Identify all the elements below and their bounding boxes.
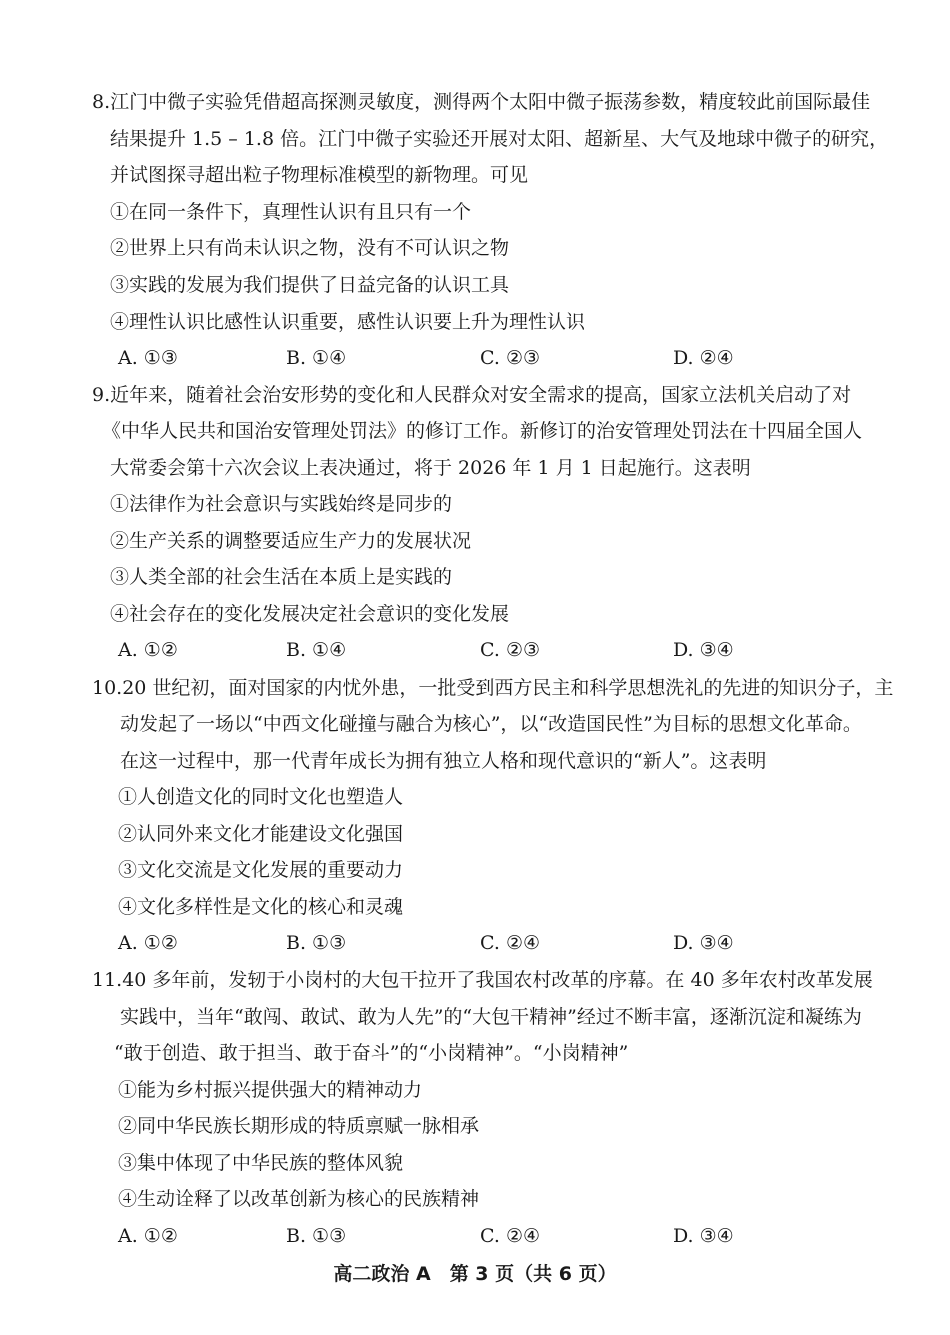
statement-option: ①在同一条件下，真理性认识有且只有一个 — [110, 201, 472, 223]
answer-choice-a: A. ①③ — [118, 347, 178, 369]
question-stem-line: 10.20 世纪初，面对国家的内忧外患，一批受到西方民主和科学思想洗礼的先进的知识分子，主 — [92, 677, 894, 699]
question-stem-line: 实践中，当年“敢闯、敢试、敢为人先”的“大包干精神”经过不断丰富，逐渐沉淀和凝练为 — [120, 1006, 862, 1028]
question-stem-line: 大常委会第十六次会议上表决通过，将于 2026 年 1 月 1 日起施行。这表明 — [110, 457, 751, 479]
statement-option: ④理性认识比感性认识重要，感性认识要上升为理性认识 — [110, 311, 586, 333]
answer-choice-b: B. ①③ — [286, 932, 347, 954]
answer-choice-d: D. ②④ — [673, 347, 734, 369]
answer-choice-c: C. ②③ — [480, 639, 541, 661]
question-stem-line: 9.近年来，随着社会治安形势的变化和人民群众对安全需求的提高，国家立法机关启动了对 — [92, 384, 852, 406]
answer-choice-a: A. ①② — [118, 932, 178, 954]
answer-choice-d: D. ③④ — [673, 1225, 734, 1247]
question-number: 9. — [92, 384, 111, 406]
answer-choice-d: D. ③④ — [673, 932, 734, 954]
answer-choice-a: A. ①② — [118, 639, 178, 661]
question-number: 10. — [92, 677, 123, 699]
statement-option: ②生产关系的调整要适应生产力的发展状况 — [110, 530, 472, 552]
question-stem-line: 结果提升 1.5 – 1.8 倍。江门中微子实验还开展对太阳、超新星、大气及地球中微子的研究， — [110, 128, 889, 150]
question-stem-line: 11.40 多年前，发轫于小岗村的大包干拉开了我国农村改革的序幕。在 40 多年农村改革发展 — [92, 969, 873, 991]
statement-option: ②认同外来文化才能建设文化强国 — [118, 823, 404, 845]
question-stem-line: “敢于创造、敢于担当、敢于奋斗”的“小岗精神”。“小岗精神” — [114, 1042, 629, 1064]
statement-option: ③文化交流是文化发展的重要动力 — [118, 859, 404, 881]
question-number: 8. — [92, 91, 111, 113]
statement-option: ②世界上只有尚未认识之物，没有不可认识之物 — [110, 237, 510, 259]
statement-option: ①能为乡村振兴提供强大的精神动力 — [118, 1079, 423, 1101]
answer-choice-a: A. ①② — [118, 1225, 178, 1247]
question-stem-line: 并试图探寻超出粒子物理标准模型的新物理。可见 — [110, 164, 529, 186]
statement-option: ③集中体现了中华民族的整体风貌 — [118, 1152, 404, 1174]
question-number: 11. — [92, 969, 123, 991]
answer-choice-b: B. ①④ — [286, 639, 347, 661]
statement-option: ①人创造文化的同时文化也塑造人 — [118, 786, 404, 808]
answer-choice-d: D. ③④ — [673, 639, 734, 661]
statement-option: ①法律作为社会意识与实践始终是同步的 — [110, 493, 453, 515]
question-stem-line: 在这一过程中，那一代青年成长为拥有独立人格和现代意识的“新人”。这表明 — [120, 750, 767, 772]
statement-option: ②同中华民族长期形成的特质禀赋一脉相承 — [118, 1115, 480, 1137]
statement-option: ③人类全部的社会生活在本质上是实践的 — [110, 566, 453, 588]
answer-choice-b: B. ①④ — [286, 347, 347, 369]
statement-option: ④生动诠释了以改革创新为核心的民族精神 — [118, 1188, 480, 1210]
answer-choice-c: C. ②③ — [480, 347, 541, 369]
statement-option: ④文化多样性是文化的核心和灵魂 — [118, 896, 404, 918]
statement-option: ④社会存在的变化发展决定社会意识的变化发展 — [110, 603, 510, 625]
answer-choice-c: C. ②④ — [480, 1225, 541, 1247]
page-footer: 高二政治 A 第 3 页（共 6 页） — [333, 1263, 617, 1285]
statement-option: ③实践的发展为我们提供了日益完备的认识工具 — [110, 274, 510, 296]
question-stem-line: 《中华人民共和国治安管理处罚法》的修订工作。新修订的治安管理处罚法在十四届全国人 — [102, 420, 863, 442]
answer-choice-b: B. ①③ — [286, 1225, 347, 1247]
answer-choice-c: C. ②④ — [480, 932, 541, 954]
question-stem-line: 动发起了一场以“中西文化碰撞与融合为核心”，以“改造国民性”为目标的思想文化革命。 — [120, 713, 862, 735]
question-stem-line: 8.江门中微子实验凭借超高探测灵敏度，测得两个太阳中微子振荡参数，精度较此前国际最佳 — [92, 91, 871, 113]
